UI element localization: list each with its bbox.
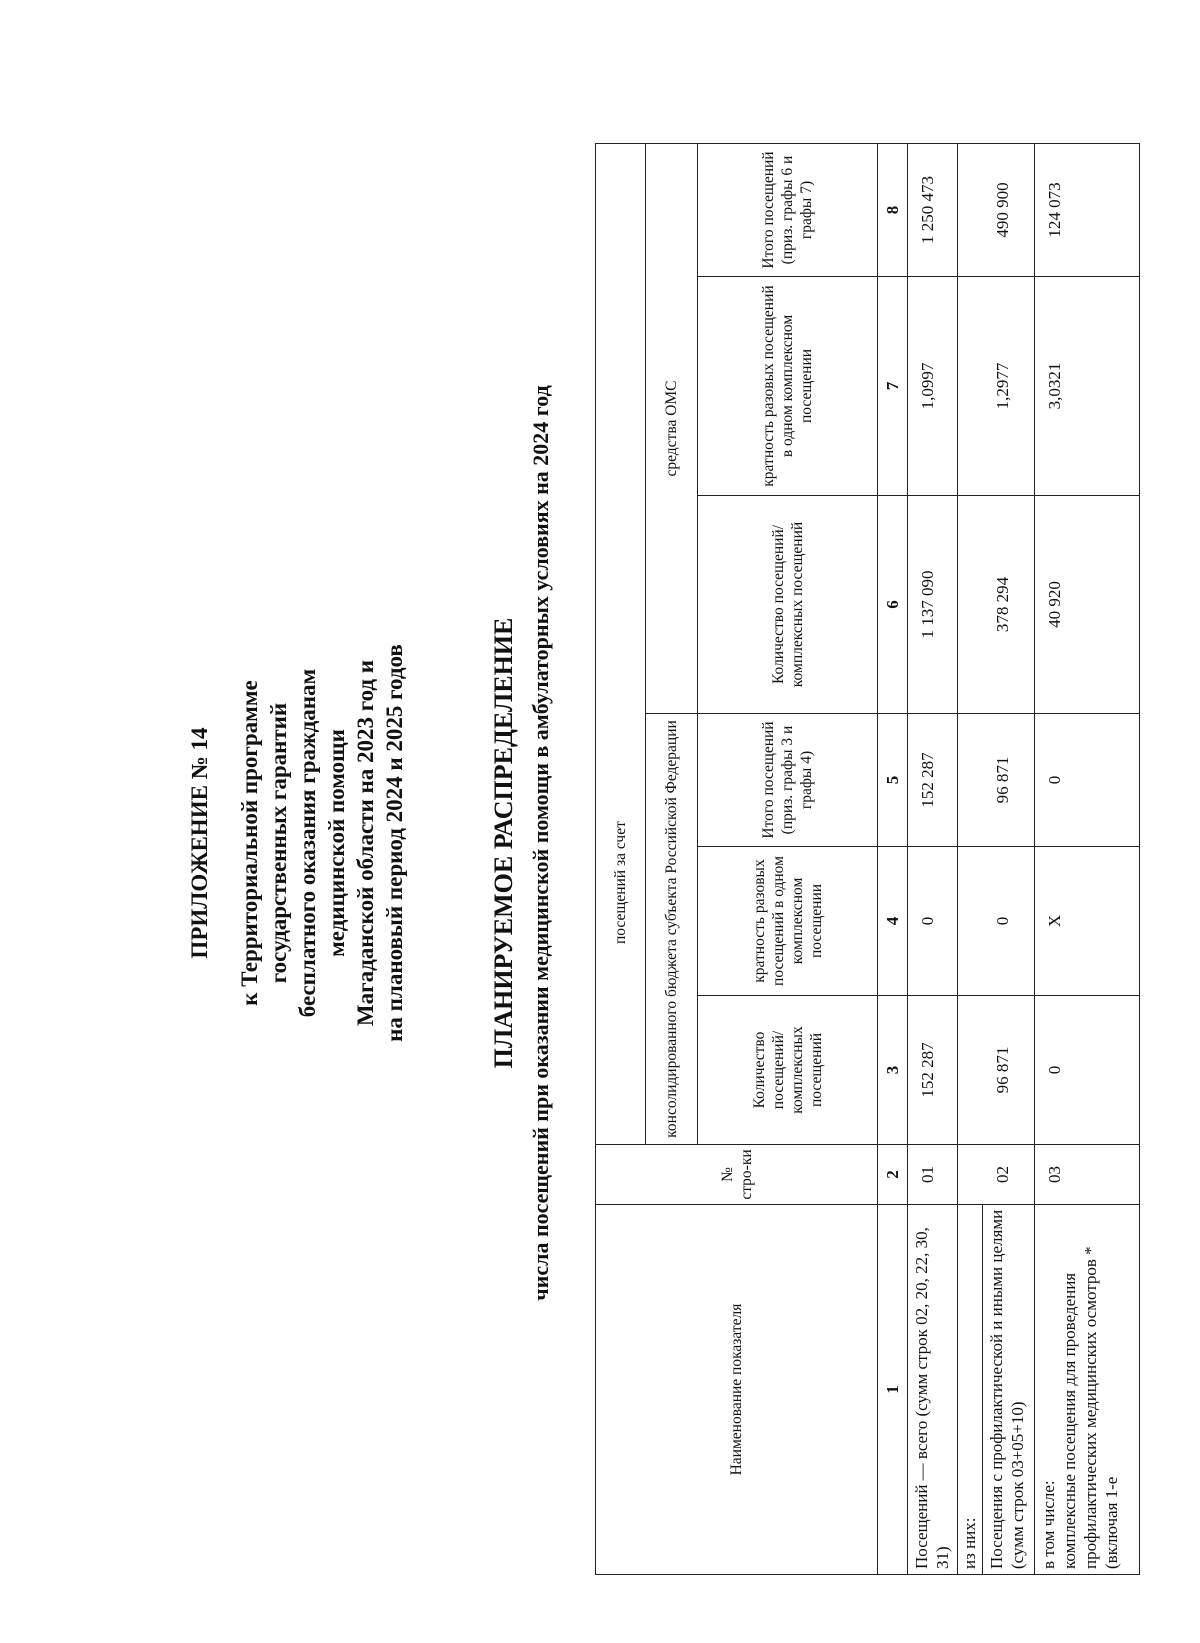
column-number: 8 bbox=[878, 143, 908, 276]
cell-value: 96 871 bbox=[983, 996, 1035, 1145]
row-name-text: комплексные посещения для проведения профилактических медицинских осмотров * (включая 1-е bbox=[1060, 1246, 1121, 1569]
cell-value: 1 137 090 bbox=[908, 496, 958, 714]
row-name: Посещений — всего (сумм строк 02, 20, 22, 30, 31) bbox=[908, 1205, 958, 1575]
column-numbers-row bbox=[878, 85, 908, 1574]
appendix-line: Магаданской области на 2023 год и bbox=[353, 659, 378, 1027]
row-number: 02 bbox=[983, 1145, 1035, 1205]
row-number: 01 bbox=[908, 1145, 958, 1205]
col-header-oms: средства ОМС bbox=[646, 143, 698, 713]
col-header-mult: кратность разовых посещений в одном комплексном посещении bbox=[698, 847, 878, 996]
cell-value: 124 073 bbox=[1035, 143, 1140, 276]
table-row bbox=[908, 85, 958, 1574]
col-header-group: посещений за счет bbox=[596, 143, 646, 1144]
row-name-intro: в том числе: bbox=[1039, 1480, 1058, 1569]
cell-value: 96 871 bbox=[983, 714, 1035, 847]
appendix-number: ПРИЛОЖЕНИЕ № 14 bbox=[187, 727, 212, 959]
cell-value: 378 294 bbox=[983, 496, 1035, 714]
col-header-count: Количество посещений/ комплексных посещений bbox=[698, 996, 878, 1145]
visits-table bbox=[595, 85, 1140, 1575]
col-header-total: Итого посещений (приз. графы 3 и графы 4) bbox=[698, 714, 878, 847]
cell-value: 152 287 bbox=[908, 996, 958, 1145]
col-header-total: Итого посещений (приз. графы 6 и графы 7) bbox=[698, 143, 878, 276]
row-name: Посещения с профилактической и иными целями (сумм строк 03+05+10) bbox=[983, 1205, 1035, 1575]
cell-value: 1,0997 bbox=[908, 277, 958, 496]
cell-value: 3,0321 bbox=[1035, 277, 1140, 496]
table-row bbox=[958, 85, 983, 1574]
appendix-line: к Территориальной программе bbox=[237, 680, 262, 1006]
column-number: 4 bbox=[878, 847, 908, 996]
column-number: 2 bbox=[878, 1145, 908, 1205]
row-number: 03 bbox=[1035, 1145, 1140, 1205]
col-header-budget: консолидированного бюджета субъекта Российской Федерации bbox=[646, 714, 698, 1145]
appendix-line: государственных гарантий bbox=[266, 702, 291, 984]
title-main: ПЛАНИРУЕМОЕ РАСПРЕДЕЛЕНИЕ bbox=[489, 617, 518, 1069]
row-name: из них: bbox=[958, 1205, 983, 1575]
cell-value: 490 900 bbox=[983, 143, 1035, 276]
col-header-rownum: № стро-ки bbox=[596, 1145, 878, 1205]
appendix-line: бесплатного оказания гражданам bbox=[295, 668, 320, 1018]
column-number: 5 bbox=[878, 714, 908, 847]
cell-value: 0 bbox=[908, 847, 958, 996]
cell-value: 0 bbox=[1035, 996, 1140, 1145]
table-row bbox=[983, 85, 1035, 1574]
col-header-count: Количество посещений/ комплексных посещений bbox=[698, 496, 878, 714]
cell-value: 1 250 473 bbox=[908, 143, 958, 276]
cell-value: 1,2977 bbox=[983, 277, 1035, 496]
appendix-header bbox=[185, 423, 409, 1263]
appendix-line: на плановый период 2024 и 2025 годов bbox=[382, 644, 407, 1042]
title-subtitle: числа посещений при оказании медицинской помощи в амбулаторных условиях на 2024 год bbox=[528, 385, 553, 1301]
column-number: 7 bbox=[878, 277, 908, 496]
table-row bbox=[1035, 85, 1140, 1574]
column-number: 6 bbox=[878, 496, 908, 714]
cell-value: X bbox=[1035, 847, 1140, 996]
appendix-line: медицинской помощи bbox=[324, 729, 349, 957]
col-header-name: Наименование показателя bbox=[596, 1205, 878, 1575]
cell-value: 0 bbox=[983, 847, 1035, 996]
cell-value: 0 bbox=[1035, 714, 1140, 847]
row-name bbox=[1035, 1205, 1140, 1575]
cell-value: 40 920 bbox=[1035, 496, 1140, 714]
col-header-mult: кратность разовых посещений в одном комплексном посещении bbox=[698, 277, 878, 496]
document-title bbox=[488, 143, 556, 1543]
column-number: 3 bbox=[878, 996, 908, 1145]
column-number: 1 bbox=[878, 1205, 908, 1575]
header-row bbox=[596, 85, 646, 1574]
cell-value: 152 287 bbox=[908, 714, 958, 847]
